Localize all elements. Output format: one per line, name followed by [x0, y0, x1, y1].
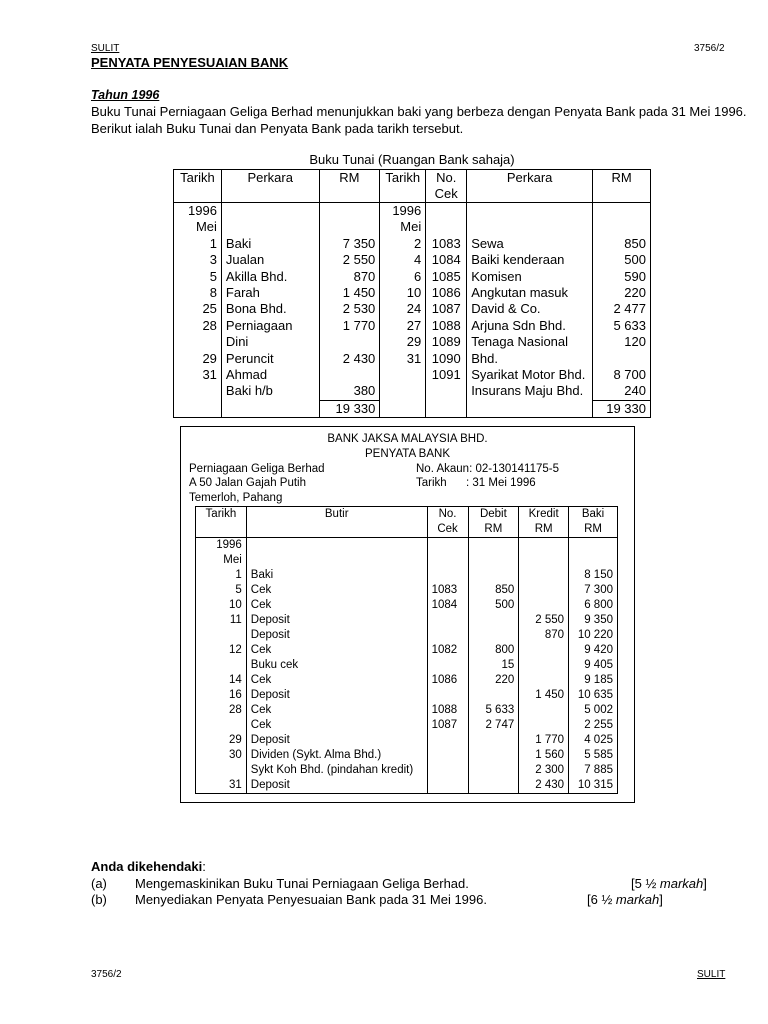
cb-perkara-2: Angkutan masuk — [467, 285, 593, 301]
cb-rm: 380 — [319, 383, 380, 400]
bank-col-debit: Debit RM — [468, 507, 519, 538]
cb-rm-2: 120 — [593, 334, 651, 350]
bk-debit: 15 — [468, 658, 519, 673]
bk-tarikh: 12 — [196, 643, 247, 658]
bk-tarikh: 16 — [196, 688, 247, 703]
task-b-marks-num: [6 ½ — [587, 892, 613, 907]
task-a-label: (a) — [91, 876, 107, 891]
cb-perkara-2: David & Co. — [467, 301, 593, 317]
cb-rm-2: 240 — [593, 383, 651, 400]
header-sulit: SULIT — [91, 43, 120, 54]
bk-kredit — [519, 538, 569, 554]
bank-name: BANK JAKSA MALAYSIA BHD. — [327, 433, 488, 445]
bk-tarikh: 29 — [196, 733, 247, 748]
bk-kredit — [519, 673, 569, 688]
cb-tarikh-2: 27 — [380, 318, 426, 334]
bank-row — [196, 718, 618, 733]
cb-perkara-2 — [467, 219, 593, 235]
cb-nocek: 1091 — [426, 367, 467, 383]
bk-tarikh: 11 — [196, 613, 247, 628]
bank-row — [196, 553, 618, 568]
bk-tarikh: 1996 — [196, 538, 247, 554]
cb-tarikh-2: 1996 — [380, 203, 426, 220]
cb-perkara-2: Syarikat Motor Bhd. — [467, 367, 593, 383]
bk-debit: 5 633 — [468, 703, 519, 718]
bk-nocek: 1088 — [427, 703, 468, 718]
cashbook-row — [174, 301, 651, 317]
cb-rm: 1 450 — [319, 285, 380, 301]
cashbook-row — [174, 219, 651, 235]
bank-header-row — [196, 507, 618, 538]
cashbook-row — [174, 203, 651, 220]
bk-butir: Deposit — [246, 778, 427, 794]
cashbook-row — [174, 334, 651, 350]
bk-debit: 2 747 — [468, 718, 519, 733]
bk-kredit: 2 300 — [519, 763, 569, 778]
bk-butir: Cek — [246, 718, 427, 733]
cb-nocek: 1083 — [426, 236, 467, 252]
bank-date-value: : 31 Mei 1996 — [466, 477, 536, 489]
bk-butir: Deposit — [246, 613, 427, 628]
bk-tarikh — [196, 763, 247, 778]
cb-rm — [319, 219, 380, 235]
bank-row — [196, 658, 618, 673]
bk-nocek: 1087 — [427, 718, 468, 733]
cb-tarikh-2: 2 — [380, 236, 426, 252]
cb-nocek: 1089 — [426, 334, 467, 350]
bk-kredit: 1 770 — [519, 733, 569, 748]
bk-kredit — [519, 718, 569, 733]
bk-butir: Deposit — [246, 733, 427, 748]
cb-perkara-2: Tenaga Nasional — [467, 334, 593, 350]
bank-address-2: Temerloh, Pahang — [189, 492, 283, 504]
cb-tarikh-2: 4 — [380, 252, 426, 268]
bk-baki: 2 255 — [569, 718, 618, 733]
bk-tarikh — [196, 658, 247, 673]
cb-tarikh: 1996 — [174, 203, 222, 220]
bk-kredit — [519, 643, 569, 658]
cb-perkara: Dini — [221, 334, 319, 350]
cb-perkara — [221, 219, 319, 235]
col-perkara: Perkara — [221, 170, 319, 203]
task-heading — [91, 859, 206, 874]
bk-baki: 5 585 — [569, 748, 618, 763]
bk-butir: Cek — [246, 673, 427, 688]
cb-nocek: 1084 — [426, 252, 467, 268]
bk-debit — [468, 568, 519, 583]
cb-tarikh — [174, 383, 222, 400]
bk-nocek — [427, 748, 468, 763]
cb-perkara: Jualan — [221, 252, 319, 268]
cb-tarikh-2: 10 — [380, 285, 426, 301]
col-rm-2: RM — [593, 170, 651, 203]
cb-tarikh-2 — [380, 383, 426, 400]
bk-butir: Baki — [246, 568, 427, 583]
cb-perkara: Akilla Bhd. — [221, 269, 319, 285]
col-rm: RM — [319, 170, 380, 203]
cashbook-caption: Buku Tunai (Ruangan Bank sahaja) — [309, 152, 515, 167]
task-b-text: Menyediakan Penyata Penyesuaian Bank pada 31 Mei 1996. — [135, 892, 487, 907]
cb-nocek — [426, 203, 467, 220]
cb-perkara: Perniagaan — [221, 318, 319, 334]
bank-row — [196, 703, 618, 718]
cb-rm — [319, 203, 380, 220]
cashbook-row — [174, 236, 651, 252]
cb-tarikh: 28 — [174, 318, 222, 334]
cb-rm — [319, 334, 380, 350]
bk-baki: 10 220 — [569, 628, 618, 643]
cb-rm: 2 430 — [319, 351, 380, 367]
cb-perkara-2: Arjuna Sdn Bhd. — [467, 318, 593, 334]
bank-row — [196, 568, 618, 583]
bk-debit — [468, 688, 519, 703]
bk-kredit: 1 560 — [519, 748, 569, 763]
bk-tarikh: 31 — [196, 778, 247, 794]
task-b-marks-close: ] — [659, 892, 663, 907]
cb-rm-2 — [593, 351, 651, 367]
bk-butir: Deposit — [246, 628, 427, 643]
cb-rm — [319, 367, 380, 383]
bk-tarikh: 10 — [196, 598, 247, 613]
bk-debit — [468, 748, 519, 763]
bank-col-baki: Baki RM — [569, 507, 618, 538]
cb-tarikh: 31 — [174, 367, 222, 383]
bk-baki: 9 350 — [569, 613, 618, 628]
cb-rm-2: 2 477 — [593, 301, 651, 317]
task-a-marks-close: ] — [703, 876, 707, 891]
cashbook-header-row — [174, 170, 651, 203]
cb-rm-2 — [593, 219, 651, 235]
header-code: 3756/2 — [694, 43, 725, 54]
cb-rm-2: 8 700 — [593, 367, 651, 383]
bk-kredit — [519, 703, 569, 718]
bk-tarikh: 30 — [196, 748, 247, 763]
bank-statement-table — [195, 506, 618, 794]
cb-perkara-2: Bhd. — [467, 351, 593, 367]
cashbook-row — [174, 252, 651, 268]
bk-butir — [246, 553, 427, 568]
bk-debit: 850 — [468, 583, 519, 598]
cashbook-total-row — [174, 400, 651, 417]
bk-baki: 9 185 — [569, 673, 618, 688]
bk-baki: 7 300 — [569, 583, 618, 598]
bk-debit — [468, 733, 519, 748]
cb-nocek: 1087 — [426, 301, 467, 317]
bk-baki: 4 025 — [569, 733, 618, 748]
cashbook-row — [174, 383, 651, 400]
bk-tarikh: 28 — [196, 703, 247, 718]
col-perkara-2: Perkara — [467, 170, 593, 203]
cb-rm: 870 — [319, 269, 380, 285]
bk-baki: 7 885 — [569, 763, 618, 778]
cashbook-row — [174, 285, 651, 301]
bk-tarikh: 5 — [196, 583, 247, 598]
bk-butir: Cek — [246, 583, 427, 598]
cb-nocek: 1090 — [426, 351, 467, 367]
bk-kredit — [519, 553, 569, 568]
task-b-marks — [587, 892, 663, 908]
bank-row — [196, 733, 618, 748]
cb-perkara-2 — [467, 203, 593, 220]
cb-nocek: 1085 — [426, 269, 467, 285]
bk-nocek — [427, 658, 468, 673]
bank-row — [196, 673, 618, 688]
bk-debit — [468, 538, 519, 554]
bk-butir: Dividen (Sykt. Alma Bhd.) — [246, 748, 427, 763]
task-a-marks-word: markah — [659, 876, 704, 891]
bk-debit: 500 — [468, 598, 519, 613]
bk-tarikh: 14 — [196, 673, 247, 688]
bk-tarikh — [196, 718, 247, 733]
cashbook-total-left: 19 330 — [319, 400, 380, 417]
bk-debit: 220 — [468, 673, 519, 688]
cb-tarikh-2: 24 — [380, 301, 426, 317]
bank-col-kredit: Kredit RM — [519, 507, 569, 538]
bk-tarikh: 1 — [196, 568, 247, 583]
cb-perkara: Farah — [221, 285, 319, 301]
bk-butir: Deposit — [246, 688, 427, 703]
bk-kredit — [519, 598, 569, 613]
bk-nocek — [427, 688, 468, 703]
bk-debit: 800 — [468, 643, 519, 658]
cashbook-row — [174, 269, 651, 285]
cb-tarikh: 5 — [174, 269, 222, 285]
bk-debit — [468, 613, 519, 628]
bk-nocek: 1084 — [427, 598, 468, 613]
bank-row — [196, 538, 618, 554]
bk-nocek: 1082 — [427, 643, 468, 658]
bk-nocek — [427, 568, 468, 583]
bk-nocek — [427, 613, 468, 628]
bk-baki: 6 800 — [569, 598, 618, 613]
cb-rm: 2 550 — [319, 252, 380, 268]
cb-nocek: 1086 — [426, 285, 467, 301]
bk-nocek — [427, 628, 468, 643]
cb-tarikh: 29 — [174, 351, 222, 367]
bank-col-tarikh: Tarikh — [196, 507, 247, 538]
col-tarikh: Tarikh — [174, 170, 222, 203]
task-b-marks-word: markah — [615, 892, 660, 907]
bk-debit — [468, 763, 519, 778]
cashbook-row — [174, 318, 651, 334]
year-heading: Tahun 1996 — [91, 88, 160, 102]
bank-address-1: A 50 Jalan Gajah Putih — [189, 477, 306, 489]
cb-rm-2: 220 — [593, 285, 651, 301]
cashbook-row — [174, 367, 651, 383]
bk-debit — [468, 553, 519, 568]
bk-nocek: 1086 — [427, 673, 468, 688]
bk-debit — [468, 778, 519, 794]
page-title: PENYATA PENYESUAIAN BANK — [91, 55, 289, 70]
bank-row — [196, 748, 618, 763]
cb-tarikh-2: 31 — [380, 351, 426, 367]
bank-doc-title: PENYATA BANK — [365, 448, 450, 460]
bank-row — [196, 688, 618, 703]
cb-tarikh — [174, 334, 222, 350]
cb-perkara-2: Komisen — [467, 269, 593, 285]
cb-rm: 1 770 — [319, 318, 380, 334]
cashbook-table — [173, 169, 651, 418]
cb-perkara-2: Baiki kenderaan — [467, 252, 593, 268]
bk-nocek — [427, 553, 468, 568]
bk-kredit: 2 430 — [519, 778, 569, 794]
bank-row — [196, 643, 618, 658]
bk-baki: 10 315 — [569, 778, 618, 794]
cb-nocek: 1088 — [426, 318, 467, 334]
cb-rm: 2 530 — [319, 301, 380, 317]
cb-tarikh: 3 — [174, 252, 222, 268]
bk-butir: Cek — [246, 598, 427, 613]
bank-company: Perniagaan Geliga Berhad — [189, 463, 325, 475]
bank-row — [196, 628, 618, 643]
bk-nocek — [427, 763, 468, 778]
bk-butir: Cek — [246, 643, 427, 658]
bank-row — [196, 613, 618, 628]
cb-perkara — [221, 203, 319, 220]
bk-baki: 10 635 — [569, 688, 618, 703]
bk-butir: Cek — [246, 703, 427, 718]
bank-row — [196, 778, 618, 794]
bk-baki: 9 420 — [569, 643, 618, 658]
intro-line-1: Buku Tunai Perniagaan Geliga Berhad menunjukkan baki yang berbeza dengan Penyata Bank pada 31 Mei 1996. — [91, 104, 747, 119]
bk-kredit: 1 450 — [519, 688, 569, 703]
bk-baki — [569, 538, 618, 554]
bk-kredit: 870 — [519, 628, 569, 643]
bk-kredit: 2 550 — [519, 613, 569, 628]
cb-rm-2: 500 — [593, 252, 651, 268]
task-a-marks — [631, 876, 707, 892]
cashbook-row — [174, 351, 651, 367]
cb-perkara: Baki — [221, 236, 319, 252]
bk-debit — [468, 628, 519, 643]
bank-col-butir: Butir — [246, 507, 427, 538]
cb-perkara: Bona Bhd. — [221, 301, 319, 317]
bk-kredit — [519, 583, 569, 598]
bk-baki: 5 002 — [569, 703, 618, 718]
bk-tarikh — [196, 628, 247, 643]
cb-tarikh-2 — [380, 367, 426, 383]
cb-tarikh: 25 — [174, 301, 222, 317]
task-b-label: (b) — [91, 892, 107, 907]
bk-nocek: 1083 — [427, 583, 468, 598]
bk-nocek — [427, 538, 468, 554]
cb-rm-2: 590 — [593, 269, 651, 285]
task-heading-text: Anda dikehendaki — [91, 859, 203, 874]
bank-row — [196, 763, 618, 778]
bk-baki: 8 150 — [569, 568, 618, 583]
bank-date-label: Tarikh — [416, 477, 447, 489]
col-tarikh-2: Tarikh — [380, 170, 426, 203]
bk-nocek — [427, 733, 468, 748]
col-nocek: No. Cek — [426, 170, 467, 203]
cb-rm: 7 350 — [319, 236, 380, 252]
bk-nocek — [427, 778, 468, 794]
cashbook-total-right: 19 330 — [593, 400, 651, 417]
cb-perkara-2: Insurans Maju Bhd. — [467, 383, 593, 400]
footer-code: 3756/2 — [91, 969, 122, 980]
cb-tarikh-2: 29 — [380, 334, 426, 350]
footer-sulit: SULIT — [697, 969, 726, 980]
task-a-marks-num: [5 ½ — [631, 876, 657, 891]
cb-nocek — [426, 219, 467, 235]
task-heading-colon: : — [202, 859, 206, 874]
cb-nocek — [426, 383, 467, 400]
cb-rm-2: 850 — [593, 236, 651, 252]
bank-account: No. Akaun: 02-130141175-5 — [416, 463, 560, 475]
cb-tarikh-2: Mei — [380, 219, 426, 235]
cb-perkara-2: Sewa — [467, 236, 593, 252]
bk-tarikh: Mei — [196, 553, 247, 568]
cb-perkara: Peruncit — [221, 351, 319, 367]
cb-perkara: Ahmad — [221, 367, 319, 383]
bank-row — [196, 583, 618, 598]
bk-kredit — [519, 658, 569, 673]
cb-perkara: Baki h/b — [221, 383, 319, 400]
bk-butir: Sykt Koh Bhd. (pindahan kredit) — [246, 763, 427, 778]
bank-row — [196, 598, 618, 613]
cb-tarikh: 1 — [174, 236, 222, 252]
cb-rm-2: 5 633 — [593, 318, 651, 334]
cb-tarikh: 8 — [174, 285, 222, 301]
cb-rm-2 — [593, 203, 651, 220]
bk-kredit — [519, 568, 569, 583]
bk-butir: Buku cek — [246, 658, 427, 673]
cb-tarikh-2: 6 — [380, 269, 426, 285]
bk-butir — [246, 538, 427, 554]
bk-baki: 9 405 — [569, 658, 618, 673]
task-a-text: Mengemaskinikan Buku Tunai Perniagaan Geliga Berhad. — [135, 876, 469, 891]
bk-baki — [569, 553, 618, 568]
cb-tarikh: Mei — [174, 219, 222, 235]
bank-col-nocek: No. Cek — [427, 507, 468, 538]
intro-line-2: Berikut ialah Buku Tunai dan Penyata Bank pada tarikh tersebut. — [91, 121, 464, 136]
